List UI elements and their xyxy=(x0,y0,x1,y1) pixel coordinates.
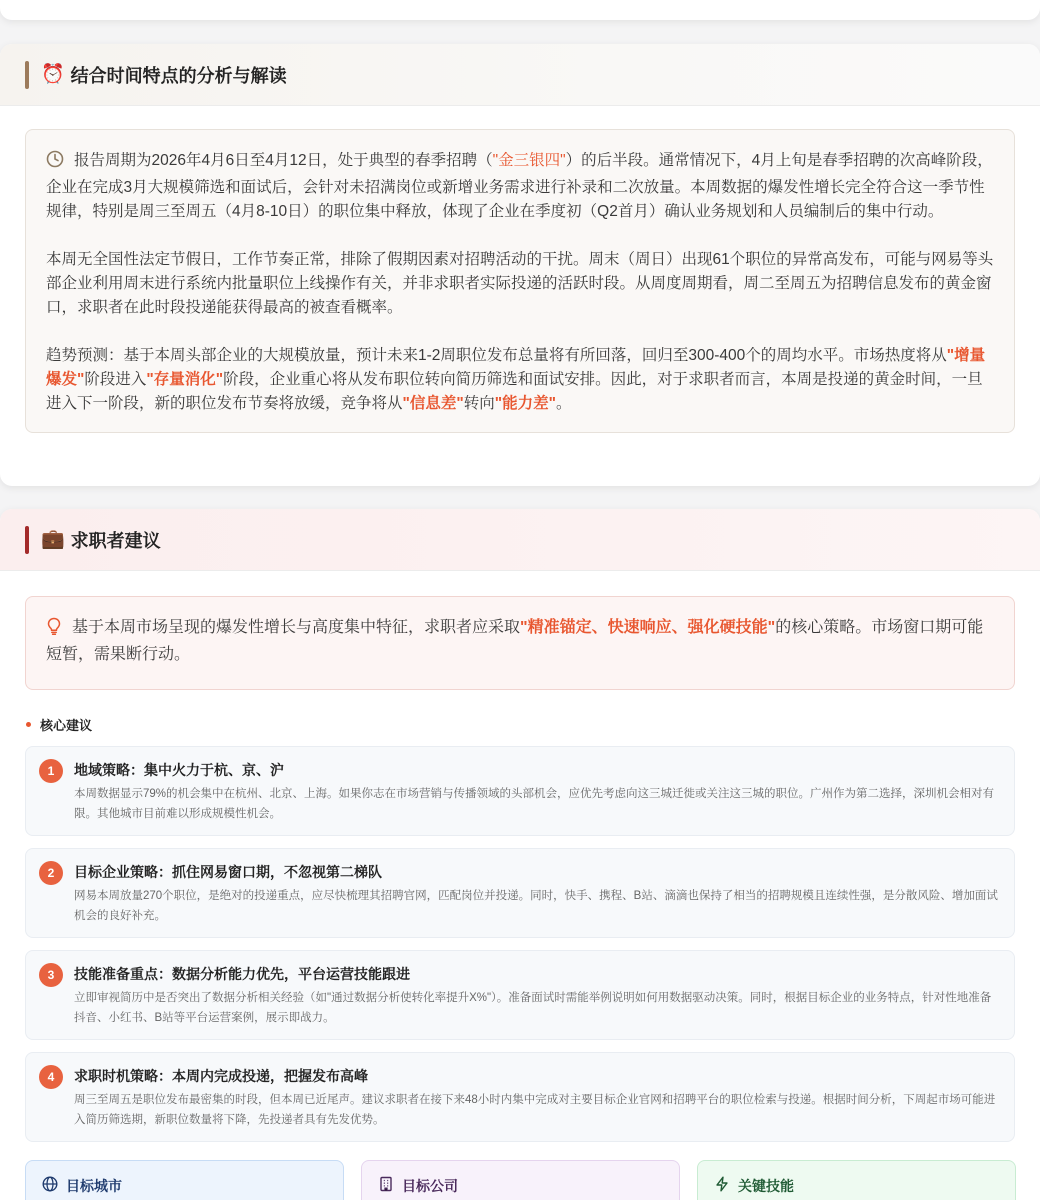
step-number-badge: 1 xyxy=(39,759,63,783)
advice-item-title: 求职时机策略：本周内完成投递，把握发布高峰 xyxy=(74,1068,368,1084)
alarm-clock-icon: ⏰ xyxy=(41,64,65,85)
time-analysis-header xyxy=(0,44,1040,106)
highlight: "增量爆发" xyxy=(46,347,986,388)
text: 趋势预测：基于本周头部企业的大规模放量，预计未来1-2周职位发布总量将有所回落，回归至300-400个的周均水平。市场热度将从 xyxy=(46,347,947,364)
target-tiles xyxy=(25,1160,1016,1200)
advice-item-description: 本周数据显示79%的机会集中在杭州、北京、上海。如果你志在市场营销与传播领域的头部机会，应优先考虑向这三城迁徙或关注这三城的职位。广州作为第二选择，深圳机会相对有限。其他城市目前难以形成规模性机会。 xyxy=(74,788,995,820)
advice-item xyxy=(25,950,1015,1040)
advice-item-title: 地域策略：集中火力于杭、京、沪 xyxy=(74,762,284,778)
advice-item xyxy=(25,746,1015,836)
advice-item-description: 周三至周五是职位发布最密集的时段，但本周已近尾声。建议求职者在接下来48小时内集中完成对主要目标企业官网和招聘平台的职位检索与投递。根据时间分析，下周起市场可能进入简历筛选期，新职位数量将下降，先投递者具有先发优势。 xyxy=(74,1094,996,1126)
step-number-badge: 2 xyxy=(39,861,63,885)
advice-header xyxy=(0,509,1040,571)
highlight: "信息差" xyxy=(402,395,464,412)
header-accent-bar xyxy=(25,61,29,89)
time-paragraph-2: 本周无全国性法定节假日，工作节奏正常，排除了假期因素对招聘活动的干扰。周末（周日）出现61个职位的异常高发布，可能与网易等头部企业利用周末进行系统内批量职位上线操作有关，并非求职者实际投递的活跃时段。从周度周期看，周二至周五为招聘信息发布的黄金窗口，求职者在此时段投递能获得最高的被查看概率。 xyxy=(46,251,994,316)
advice-item-description: 立即审视简历中是否突出了数据分析相关经验（如"通过数据分析使转化率提升X%"）。准备面试时需能举例说明如何用数据驱动决策。同时，根据目标企业的业务特点，针对性地准备抖音、小红书、B站等平台运营案例，展示即战力。 xyxy=(74,992,992,1024)
tile-label: 关键技能 xyxy=(738,1178,794,1194)
globe-icon xyxy=(42,1176,58,1192)
time-paragraph-1 xyxy=(46,149,994,224)
time-analysis-section xyxy=(0,44,1040,486)
text: 报告周期为2026年4月6日至4月12日，处于典型的春季招聘（ xyxy=(74,152,493,169)
highlight: "能力差" xyxy=(494,395,556,412)
text: 阶段进入 xyxy=(84,371,147,388)
tile-label: 目标公司 xyxy=(402,1178,458,1194)
lightbulb-icon xyxy=(46,617,62,643)
text: ）的后半段。通常情况下，4月上旬是春季招聘的次高峰阶段，企业在完成3月大规模筛选和面试后，会针对未招满岗位或新增业务需求进行补录和二次放量。本周数据的爆发性增长完全符合这一季节性规律，特别是周三至周五（4月8-10日）的职位集中释放，体现了企业在季度初（Q2首月）确认业务规划和人员编制后的集中行动。 xyxy=(46,152,993,220)
section-title: 结合时间特点的分析与解读 xyxy=(70,65,287,86)
key-skills-tile xyxy=(697,1160,1016,1200)
advice-item-description: 网易本周放量270个职位，是绝对的投递重点，应尽快梳理其招聘官网，匹配岗位并投递。同时，快手、携程、B站、滴滴也保持了相当的招聘规模且连续性强，是分散风险、增加面试机会的良好补充。 xyxy=(74,890,998,922)
bullet-dot-icon xyxy=(26,722,31,727)
strategy-tip-box xyxy=(25,596,1015,690)
job-seeker-advice-section xyxy=(0,509,1040,1200)
tile-label: 目标城市 xyxy=(66,1178,122,1194)
target-companies-tile xyxy=(361,1160,680,1200)
core-advice-label-text: 核心建议 xyxy=(40,717,93,733)
text: 阶段，企业重心将从发布职位转向简历筛选和面试安排。因此，对于求职者而言，本周是投递的黄金时间，一旦进入下一阶段，新的职位发布节奏将放缓，竞争将从 xyxy=(46,371,983,412)
text: 的核心策略。市场窗口期可能短暂，需果断行动。 xyxy=(46,619,984,663)
lightning-icon xyxy=(714,1176,730,1192)
briefcase-icon: 💼 xyxy=(41,529,65,550)
clock-icon xyxy=(46,150,64,176)
building-icon xyxy=(378,1176,394,1192)
section-title: 求职者建议 xyxy=(70,530,161,551)
advice-item xyxy=(25,848,1015,938)
highlight: "存量消化" xyxy=(146,371,224,388)
text: 。 xyxy=(555,395,572,412)
highlight: "精准锚定、快速响应、强化硬技能" xyxy=(520,619,776,636)
step-number-badge: 3 xyxy=(39,963,63,987)
target-cities-tile xyxy=(25,1160,344,1200)
core-advice-label xyxy=(26,715,1040,733)
step-number-badge: 4 xyxy=(39,1065,63,1089)
time-analysis-box xyxy=(25,129,1015,433)
advice-list xyxy=(0,746,1040,1142)
advice-item-title: 技能准备重点：数据分析能力优先，平台运营技能跟进 xyxy=(74,966,410,982)
time-paragraph-3 xyxy=(46,344,994,416)
text: 转向 xyxy=(463,395,495,412)
text: 基于本周市场呈现的爆发性增长与高度集中特征，求职者应采取 xyxy=(72,619,521,636)
advice-item xyxy=(25,1052,1015,1142)
advice-item-title: 目标企业策略：抓住网易窗口期，不忽视第二梯队 xyxy=(74,864,382,880)
highlight: "金三银四" xyxy=(492,152,566,169)
header-accent-bar xyxy=(25,526,29,554)
previous-section-card xyxy=(0,0,1040,20)
